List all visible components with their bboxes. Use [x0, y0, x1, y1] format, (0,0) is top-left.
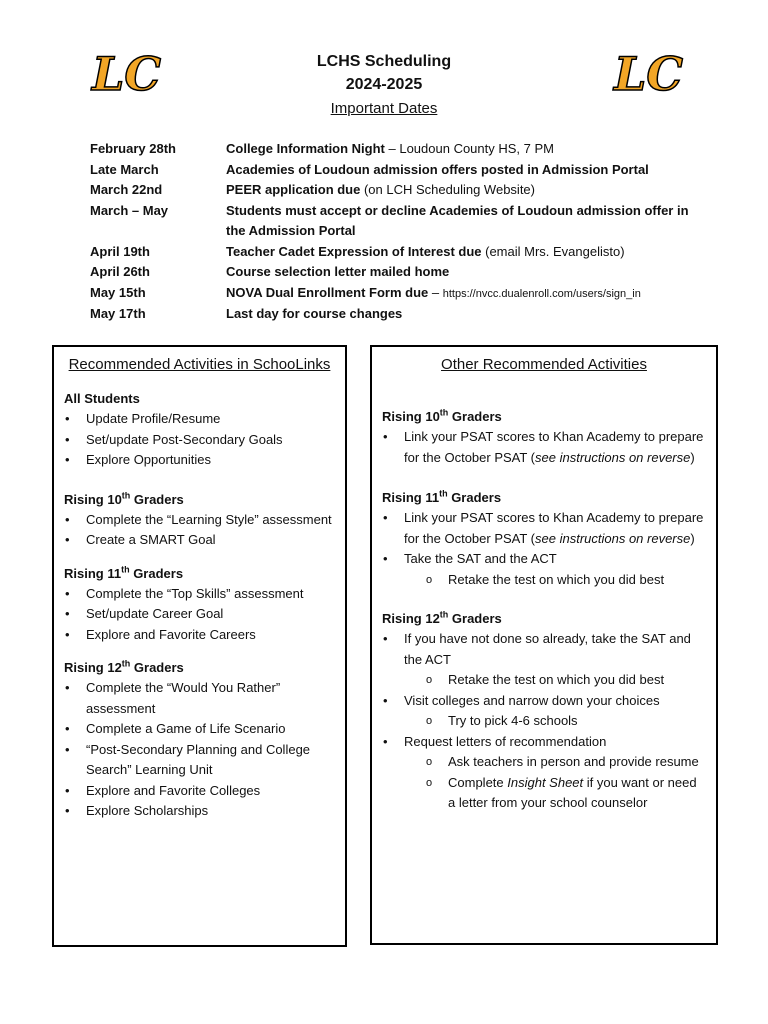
sub-list-item: o Retake the test on which you did best — [426, 672, 665, 687]
list-item: • “Post-Secondary Planning and College Search” Learning Unit — [65, 741, 311, 777]
date-row — [90, 160, 700, 181]
event-text: Academies of Loudoun admission offers posted in Admission Portal — [226, 161, 649, 177]
date-label: March 22nd — [90, 182, 163, 197]
list-item: • If you have not done so already, take the SAT and the ACT — [383, 631, 691, 667]
date-label: February 28th — [90, 141, 176, 156]
bullet-list — [382, 629, 706, 670]
event-text: Students must accept or decline Academies of Loudoun admission offer in the Admission Portal — [226, 202, 689, 238]
sub-list-item: o Complete Insight Sheet if you want or need a letter from your school counselor — [426, 774, 697, 810]
important-dates-list — [90, 139, 700, 325]
list-item: • Link your PSAT scores to Khan Academy to prepare for the October PSAT (see instructions on reverse) — [383, 429, 704, 465]
svg-text:LC: LC — [614, 47, 683, 101]
bullet-list — [382, 732, 706, 753]
date-row — [90, 283, 700, 305]
date-label: April 19th — [90, 243, 150, 259]
svg-text:LC: LC — [92, 47, 161, 101]
list-item: • Complete a Game of Life Scenario — [65, 721, 286, 736]
date-row — [90, 262, 700, 283]
sub-list — [382, 752, 706, 814]
sub-list-item: o Ask teachers in person and provide resume — [426, 754, 699, 769]
list-item: • Complete the “Would You Rather” assessment — [65, 680, 281, 716]
section-heading: Rising 11th Graders — [64, 564, 184, 581]
event-text: College Information Night – Loudoun County HS, 7 PM — [226, 141, 554, 156]
event-text: PEER application due (on LCH Scheduling Website) — [226, 182, 535, 197]
bullet-list — [64, 584, 335, 646]
sub-list-item: o Retake the test on which you did best — [426, 571, 665, 587]
list-item: • Explore and Favorite Colleges — [65, 782, 261, 798]
section-heading: Rising 12th Graders — [64, 658, 184, 675]
list-item: • Explore Opportunities — [65, 452, 212, 467]
page-header — [0, 50, 768, 120]
date-label: April 26th — [90, 264, 150, 279]
date-label: Late March — [90, 161, 159, 177]
date-row — [90, 139, 700, 160]
bullet-list — [64, 409, 335, 471]
event-text: Course selection letter mailed home — [226, 264, 450, 279]
section-subtitle: Important Dates — [330, 100, 438, 117]
other-activities-box — [370, 345, 718, 945]
sub-list — [382, 570, 706, 591]
list-item: • Complete the “Learning Style” assessment — [65, 511, 332, 527]
section-heading: Rising 12th Graders — [382, 609, 502, 626]
bullet-list — [64, 510, 335, 551]
list-item: • Set/update Post-Secondary Goals — [65, 431, 283, 447]
box-title: Recommended Activities in SchooLinks — [68, 356, 331, 373]
bullet-list — [382, 691, 706, 712]
date-row — [90, 180, 700, 201]
sub-list-item: o Try to pick 4-6 schools — [426, 713, 578, 728]
sub-list — [382, 670, 706, 691]
list-item: • Create a SMART Goal — [65, 532, 216, 547]
date-label: May 15th — [90, 284, 146, 300]
list-item: • Take the SAT and the ACT — [383, 551, 557, 566]
date-row — [90, 304, 700, 325]
list-item: • Update Profile/Resume — [65, 411, 221, 426]
event-text: Last day for course changes — [226, 306, 403, 321]
sub-list — [382, 711, 706, 732]
school-year: 2024-2025 — [345, 76, 423, 93]
date-label: May 17th — [90, 306, 146, 321]
bullet-list — [382, 427, 706, 468]
page-title: LCHS Scheduling — [316, 53, 452, 70]
bullet-list — [64, 678, 335, 822]
event-text: Teacher Cadet Expression of Interest due (email Mrs. Evangelisto) — [226, 243, 625, 259]
date-row — [90, 201, 700, 242]
section-heading: Rising 11th Graders — [382, 488, 502, 505]
list-item: • Explore Scholarships — [65, 803, 209, 818]
list-item: • Request letters of recommendation — [383, 733, 607, 749]
section-heading: Rising 10th Graders — [382, 407, 502, 424]
box-title: Other Recommended Activities — [441, 356, 647, 373]
event-text: NOVA Dual Enrollment Form due – https://nvcc.dualenroll.com/users/sign_in — [226, 284, 641, 300]
enrollment-url[interactable]: https://nvcc.dualenroll.com/users/sign_in — [442, 287, 641, 300]
list-item: • Visit colleges and narrow down your choices — [383, 692, 660, 708]
list-item: • Set/update Career Goal — [65, 606, 224, 621]
date-label: March – May — [90, 202, 169, 218]
date-row — [90, 242, 700, 263]
list-item: • Link your PSAT scores to Khan Academy to prepare for the October PSAT (see instructions on reverse) — [383, 510, 704, 546]
section-heading: All Students — [64, 391, 140, 406]
section-heading: Rising 10th Graders — [64, 490, 184, 507]
list-item: • Explore and Favorite Careers — [65, 626, 256, 642]
bullet-list — [382, 508, 706, 570]
schoolinks-activities-box — [52, 345, 347, 947]
list-item: • Complete the “Top Skills” assessment — [65, 585, 304, 601]
